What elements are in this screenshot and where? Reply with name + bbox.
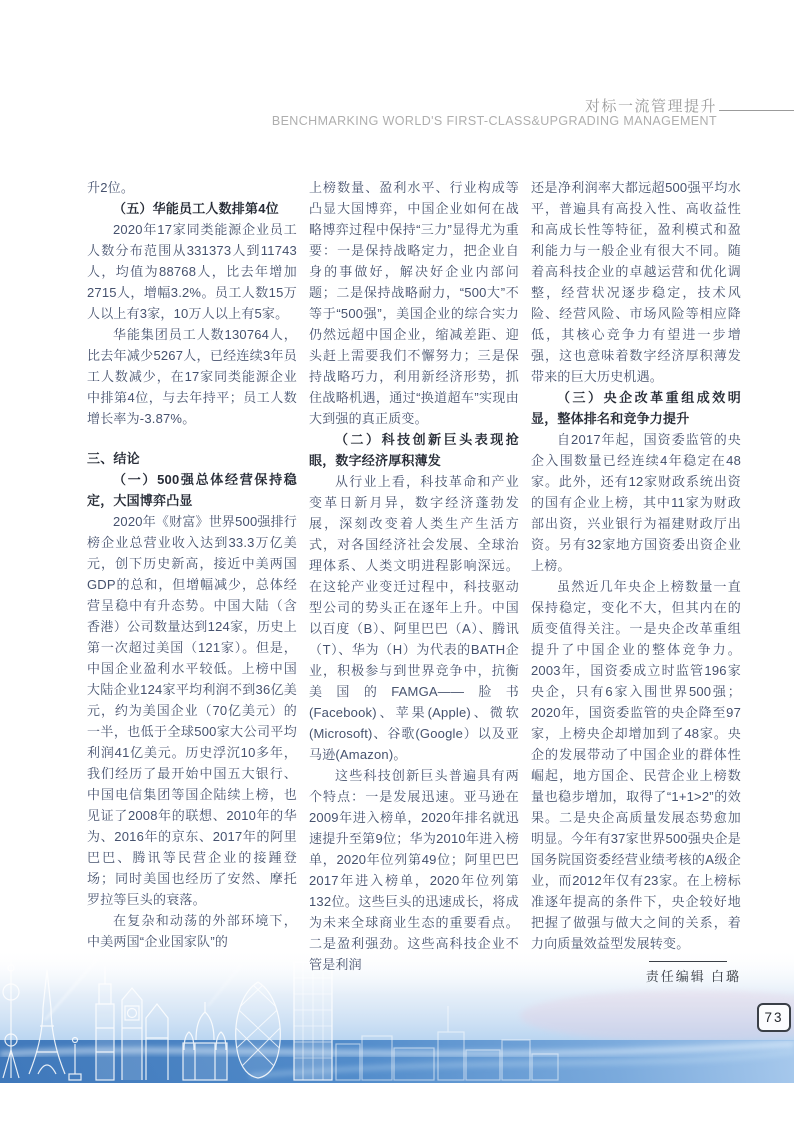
- section-heading: （一）500强总体经营保持稳定，大国博弈凸显: [87, 472, 297, 508]
- section-heading: （三）央企改革重组成效明显，整体排名和竞争力提升: [531, 390, 741, 426]
- paragraph: 上榜数量、盈利水平、行业构成等凸显大国博弈，中国企业如何在战略博弈过程中保持“三力”显得尤为重要：一是保持战略定力，把企业自身的事做好，解决好企业内部问题；二是保持战略耐力，“500大”不等于“500强”，美国企业的综合实力仍然远超中国企业，缩减差距、迎头赶上需要我们不懈努力；三是保持战略巧力，利用新经济形势，抓住战略机遇，通过“换道超车”实现由大到强的真正质变。: [309, 180, 519, 426]
- paragraph: 虽然近几年央企上榜数量一直保持稳定，变化不大，但其内在的质变值得关注。一是央企改革重组提升了中国企业的整体竞争力。2003年，国资委成立时监管196家央企，只有6家入围世界500强；2020年，国资委监管的央企降至97家，上榜央企却增加到了48家。央企的发展带动了中国企业的群体性崛起，地方国企、民营企业上榜数量也稳步增加，取得了“1+1>2”的效果。二是央企高质量发展态势愈加明显。今年有37家世界500强央企是国务院国资委经营业绩考核的A级企业，而2012年仅有23家。在上榜标准逐年提高的条件下，央企较好地把握了做强与做大之间的关系，着力向质量效益型发展转变。: [531, 579, 741, 951]
- header-title-cn: 对标一流管理提升: [584, 98, 717, 115]
- paragraph: 2020年17家同类能源企业员工人数分布范围从331373人到11743人，均值为88768人，比去年增加2715人，增幅3.2%。员工人数15万人以上有3家，10万人以上有5家。: [87, 222, 297, 321]
- header-title-en: BENCHMARKING WORLD'S FIRST-CLASS&UPGRADING MANAGEMENT: [271, 114, 717, 128]
- paragraph: 2020年《财富》世界500强排行榜企业总营业收入达到33.3万亿美元，创下历史新高，接近中美两国GDP的总和，但增幅减少，总体经营呈稳中有升态势。中国大陆（含香港）公司数量达到124家，历史上第一次超过美国（121家）。但是，中国企业盈利水平较低。上榜中国大陆企业124家平均利润不到36亿美元，约为美国企业（70亿美元）的一半，也低于全球500家大公司平均利润41亿美元。历史浮沉10多年，我们经历了最开始中国五大银行、中国电信集团等国企陆续上榜，也见证了2008年的联想、2010年的华为、2016年的京东、2017年的阿里巴巴、腾讯等民营企业的接踵登场；同时美国也经历了安然、摩托罗拉等巨头的衰落。: [87, 514, 298, 907]
- editor-signature: 责任编辑 白璐: [531, 961, 741, 987]
- paragraph: 这些科技创新巨头普遍具有两个特点：一是发展迅速。亚马逊在2009年进入榜单，2020年排名就迅速提升至第9位；华为2010年进入榜单，2020年位列第49位；阿里巴巴2017年进入榜单，2020年位列第132位。这些巨头的迅速成长，将成为未来全球商业生态的重要看点。二是盈利强劲。这些高科技企业不管是利润: [309, 768, 519, 972]
- paragraph: 从行业上看，科技革命和产业变革日新月异，数字经济蓬勃发展，深刻改变着人类生产生活方式，对各国经济社会发展、全球治理体系、人类文明进程影响深远。在这轮产业变迁过程中，科技驱动型公司的势头正在逐年上升。中国以百度（B）、阿里巴巴（A）、腾讯（T）、华为（H）为代表的BATH企业，积极参与到世界竞争中，抗衡美国的FAMGA——脸书(Facebook)、苹果(Apple)、微软(Microsoft)、谷歌(Google）以及亚马逊(Amazon)。: [309, 474, 519, 762]
- paragraph: 华能集团员工人数130764人，比去年减少5267人，已经连续3年员工人数减少，在17家同类能源企业中排第4位，与去年持平；员工人数增长率为-3.87%。: [87, 327, 297, 426]
- spacer: [87, 429, 297, 448]
- section-heading: 三、结论: [87, 451, 140, 466]
- section-heading: （五）华能员工人数排第4位: [113, 201, 279, 216]
- header-rule: [719, 110, 794, 111]
- article-columns: [87, 177, 741, 987]
- paragraph: 在复杂和动荡的外部环境下，中美两国“企业国家队”的: [87, 913, 297, 949]
- page-number-badge: 73: [757, 1003, 791, 1032]
- text-column-1: [87, 177, 297, 987]
- paragraph: 升2位。: [87, 180, 135, 195]
- text-column-2: [309, 177, 519, 987]
- paragraph: 还是净利润率大都远超500强平均水平，普遍具有高投入性、高收益性和高成长性等特征，盈利模式和盈利能力与一般企业有很大不同。随着高科技企业的卓越运营和优化调整，经营状况逐步稳定，技术风险、经营风险、市场风险等相应降低，其核心竞争力有望进一步增强，这也意味着数字经济厚积薄发带来的巨大历史机遇。: [531, 180, 741, 384]
- section-heading: （二）科技创新巨头表现抢眼，数字经济厚积薄发: [309, 432, 519, 468]
- paragraph: 自2017年起，国资委监管的央企入围数量已经连续4年稳定在48家。此外，还有12家财政系统出资的国有企业上榜，其中11家为财政部出资，兴业银行为福建财政厅出资。另有32家地方国资委出资企业上榜。: [531, 432, 741, 573]
- text-column-3: [531, 177, 741, 987]
